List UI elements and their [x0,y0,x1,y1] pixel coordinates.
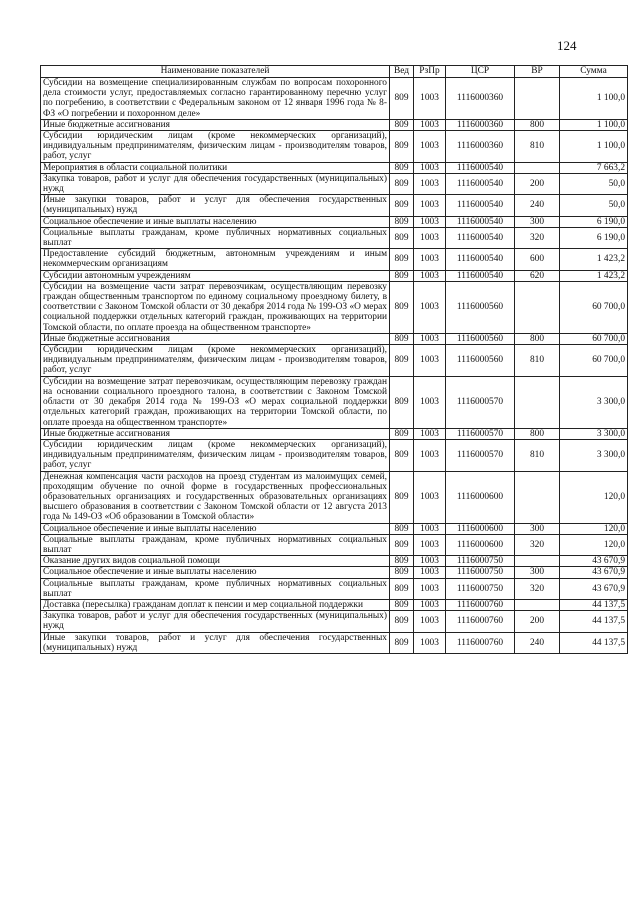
cell-rzpr: 1003 [414,162,446,173]
cell-csr: 1116000570 [446,376,515,428]
cell-vr: 300 [515,567,560,578]
cell-sum: 1 423,2 [560,249,628,270]
cell-vr [515,376,560,428]
cell-name: Мероприятия в области социальной политики [41,162,390,173]
cell-name: Иные закупки товаров, работ и услуг для обеспечения государственных (муниципальных) нужд [41,632,390,653]
cell-rzpr: 1003 [414,131,446,163]
cell-sum: 3 300,0 [560,428,628,439]
cell-name: Социальные выплаты гражданам, кроме публичных нормативных социальных выплат [41,227,390,248]
header-name: Наименование показателей [41,66,390,78]
cell-csr: 1116000360 [446,78,515,120]
cell-rzpr: 1003 [414,578,446,599]
cell-rzpr: 1003 [414,439,446,471]
cell-csr: 1116000600 [446,471,515,523]
cell-ved: 809 [390,195,414,216]
cell-sum: 43 670,9 [560,556,628,567]
cell-csr: 1116000750 [446,578,515,599]
cell-sum: 43 670,9 [560,567,628,578]
cell-sum: 43 670,9 [560,578,628,599]
cell-name: Субсидии автономным учреждениям [41,270,390,281]
table-row [41,195,628,216]
cell-rzpr: 1003 [414,523,446,534]
cell-vr: 240 [515,632,560,653]
table-row [41,632,628,653]
cell-rzpr: 1003 [414,281,446,333]
cell-vr [515,471,560,523]
cell-name: Закупка товаров, работ и услуг для обеспечения государственных (муниципальных) нужд [41,173,390,194]
table-row [41,345,628,377]
table-row [41,567,628,578]
cell-rzpr: 1003 [414,471,446,523]
cell-ved: 809 [390,281,414,333]
cell-rzpr: 1003 [414,195,446,216]
cell-sum: 1 100,0 [560,131,628,163]
table-row [41,78,628,120]
cell-rzpr: 1003 [414,632,446,653]
cell-name: Социальные выплаты гражданам, кроме публичных нормативных социальных выплат [41,578,390,599]
cell-name: Субсидии на возмещение части затрат перевозчикам, осуществляющим перевозку граждан общественным транспортом по единому социальному проездному билету, в соответствии с Законом Томской области от 30 декабря 2014 года № 199-ОЗ «О мерах социальной поддержки отдельных категорий граждан, проживающих на территории Томской области, по оплате проезда на общественном транспорте» [41,281,390,333]
cell-vr: 320 [515,227,560,248]
cell-ved: 809 [390,119,414,130]
cell-rzpr: 1003 [414,599,446,610]
cell-ved: 809 [390,345,414,377]
cell-csr: 1116000750 [446,567,515,578]
cell-name: Иные бюджетные ассигнования [41,333,390,344]
cell-vr: 810 [515,439,560,471]
cell-rzpr: 1003 [414,611,446,632]
cell-ved: 809 [390,523,414,534]
cell-csr: 1116000540 [446,162,515,173]
cell-name: Доставка (пересылка) гражданам доплат к пенсии и мер социальной поддержки [41,599,390,610]
cell-vr: 300 [515,523,560,534]
header-rzpr: РзПр [414,66,446,78]
table-row [41,428,628,439]
cell-vr [515,556,560,567]
cell-sum: 1 100,0 [560,78,628,120]
cell-vr: 200 [515,173,560,194]
cell-ved: 809 [390,173,414,194]
cell-sum: 60 700,0 [560,333,628,344]
cell-vr [515,162,560,173]
cell-vr: 240 [515,195,560,216]
cell-vr: 320 [515,578,560,599]
cell-sum: 3 300,0 [560,439,628,471]
table-row [41,439,628,471]
cell-csr: 1116000540 [446,249,515,270]
cell-sum: 7 663,2 [560,162,628,173]
cell-sum: 1 423,2 [560,270,628,281]
cell-ved: 809 [390,632,414,653]
cell-ved: 809 [390,611,414,632]
cell-ved: 809 [390,270,414,281]
cell-vr: 300 [515,216,560,227]
header-vr: ВР [515,66,560,78]
table-row [41,216,628,227]
cell-name: Социальные выплаты гражданам, кроме публичных нормативных социальных выплат [41,534,390,555]
table-row [41,599,628,610]
cell-rzpr: 1003 [414,534,446,555]
table-row [41,611,628,632]
cell-ved: 809 [390,376,414,428]
cell-name: Субсидии юридическим лицам (кроме некоммерческих организаций), индивидуальным предпринимателям, физическим лицам - производителям товаров, работ, услуг [41,439,390,471]
table-row [41,119,628,130]
cell-vr: 200 [515,611,560,632]
cell-vr: 600 [515,249,560,270]
cell-csr: 1116000570 [446,439,515,471]
budget-table [40,65,628,654]
cell-name: Субсидии на возмещение специализированным службам по вопросам похоронного дела стоимости услуг, предоставляемых согласно гарантированному перечню услуг по погребению, в соответствии с Федеральным законом от 12 января 1996 года № 8-ФЗ «О погребении и похоронном деле» [41,78,390,120]
cell-name: Субсидии юридическим лицам (кроме некоммерческих организаций), индивидуальным предпринимателям, физическим лицам - производителям товаров, работ, услуг [41,345,390,377]
cell-rzpr: 1003 [414,119,446,130]
header-ved: Вед [390,66,414,78]
cell-sum: 44 137,5 [560,632,628,653]
cell-ved: 809 [390,216,414,227]
cell-sum: 3 300,0 [560,376,628,428]
table-body [41,78,628,654]
cell-name: Субсидии юридическим лицам (кроме некоммерческих организаций), индивидуальным предпринимателям, физическим лицам - производителям товаров, работ, услуг [41,131,390,163]
cell-rzpr: 1003 [414,216,446,227]
page-number: 124 [557,38,577,53]
cell-name: Социальное обеспечение и иные выплаты населению [41,216,390,227]
cell-rzpr: 1003 [414,376,446,428]
cell-rzpr: 1003 [414,249,446,270]
cell-csr: 1116000540 [446,195,515,216]
table-row [41,333,628,344]
cell-ved: 809 [390,162,414,173]
cell-csr: 1116000360 [446,119,515,130]
table-row [41,281,628,333]
cell-csr: 1116000600 [446,523,515,534]
cell-ved: 809 [390,599,414,610]
cell-sum: 1 100,0 [560,119,628,130]
cell-ved: 809 [390,578,414,599]
table-row [41,471,628,523]
cell-rzpr: 1003 [414,333,446,344]
cell-ved: 809 [390,131,414,163]
cell-ved: 809 [390,249,414,270]
cell-csr: 1116000570 [446,428,515,439]
table-row [41,534,628,555]
cell-vr: 810 [515,345,560,377]
cell-sum: 120,0 [560,534,628,555]
cell-rzpr: 1003 [414,345,446,377]
cell-vr [515,599,560,610]
table-row [41,227,628,248]
cell-rzpr: 1003 [414,270,446,281]
cell-csr: 1116000560 [446,281,515,333]
table-row [41,270,628,281]
cell-csr: 1116000540 [446,270,515,281]
cell-csr: 1116000360 [446,131,515,163]
cell-ved: 809 [390,428,414,439]
table-row [41,131,628,163]
cell-vr: 620 [515,270,560,281]
cell-sum: 6 190,0 [560,216,628,227]
cell-rzpr: 1003 [414,227,446,248]
cell-csr: 1116000540 [446,227,515,248]
cell-name: Социальное обеспечение и иные выплаты населению [41,523,390,534]
cell-name: Социальное обеспечение и иные выплаты населению [41,567,390,578]
cell-csr: 1116000540 [446,216,515,227]
cell-rzpr: 1003 [414,428,446,439]
table-row [41,376,628,428]
table-row [41,523,628,534]
cell-name: Оказание других видов социальной помощи [41,556,390,567]
cell-csr: 1116000600 [446,534,515,555]
cell-rzpr: 1003 [414,173,446,194]
cell-sum: 6 190,0 [560,227,628,248]
table-row [41,556,628,567]
table-header-row [41,66,628,78]
cell-vr: 800 [515,333,560,344]
cell-name: Иные закупки товаров, работ и услуг для обеспечения государственных (муниципальных) нужд [41,195,390,216]
cell-csr: 1116000540 [446,173,515,194]
cell-vr: 320 [515,534,560,555]
cell-sum: 50,0 [560,195,628,216]
cell-csr: 1116000560 [446,345,515,377]
cell-sum: 44 137,5 [560,599,628,610]
cell-name: Закупка товаров, работ и услуг для обеспечения государственных (муниципальных) нужд [41,611,390,632]
cell-csr: 1116000760 [446,599,515,610]
cell-csr: 1116000760 [446,632,515,653]
cell-sum: 120,0 [560,471,628,523]
cell-csr: 1116000760 [446,611,515,632]
table-row [41,162,628,173]
cell-csr: 1116000560 [446,333,515,344]
cell-ved: 809 [390,471,414,523]
cell-name: Предоставление субсидий бюджетным, автономным учреждениям и иным некоммерческим организациям [41,249,390,270]
cell-sum: 60 700,0 [560,345,628,377]
cell-ved: 809 [390,333,414,344]
cell-ved: 809 [390,534,414,555]
cell-name: Иные бюджетные ассигнования [41,428,390,439]
cell-rzpr: 1003 [414,556,446,567]
cell-csr: 1116000750 [446,556,515,567]
cell-ved: 809 [390,227,414,248]
cell-sum: 120,0 [560,523,628,534]
cell-rzpr: 1003 [414,78,446,120]
header-csr: ЦСР [446,66,515,78]
cell-name: Денежная компенсация части расходов на проезд студентам из малоимущих семей, проходящим обучение по очной форме в государственных профессиональных образовательных организациях и государственных образовательных организациях высшего образования в соответствии с Законом Томской области от 12 августа 2013 года № 149-ОЗ «Об образовании в Томской области» [41,471,390,523]
cell-name: Субсидии на возмещение затрат перевозчикам, осуществляющим перевозку граждан на основании социального проездного талона, в соответствии с Законом Томской области от 30 декабря 2014 года № 199-ОЗ «О мерах социальной поддержки отдельных категорий граждан, проживающих на территории Томской области, по оплате проезда на общественном транспорте» [41,376,390,428]
cell-vr: 810 [515,131,560,163]
table-row [41,578,628,599]
cell-name: Иные бюджетные ассигнования [41,119,390,130]
cell-sum: 50,0 [560,173,628,194]
cell-vr: 800 [515,428,560,439]
cell-vr [515,78,560,120]
cell-sum: 44 137,5 [560,611,628,632]
cell-rzpr: 1003 [414,567,446,578]
cell-vr: 800 [515,119,560,130]
cell-ved: 809 [390,78,414,120]
cell-ved: 809 [390,556,414,567]
table-row [41,249,628,270]
cell-ved: 809 [390,439,414,471]
cell-ved: 809 [390,567,414,578]
cell-vr [515,281,560,333]
cell-sum: 60 700,0 [560,281,628,333]
table-row [41,173,628,194]
header-sum: Сумма [560,66,628,78]
